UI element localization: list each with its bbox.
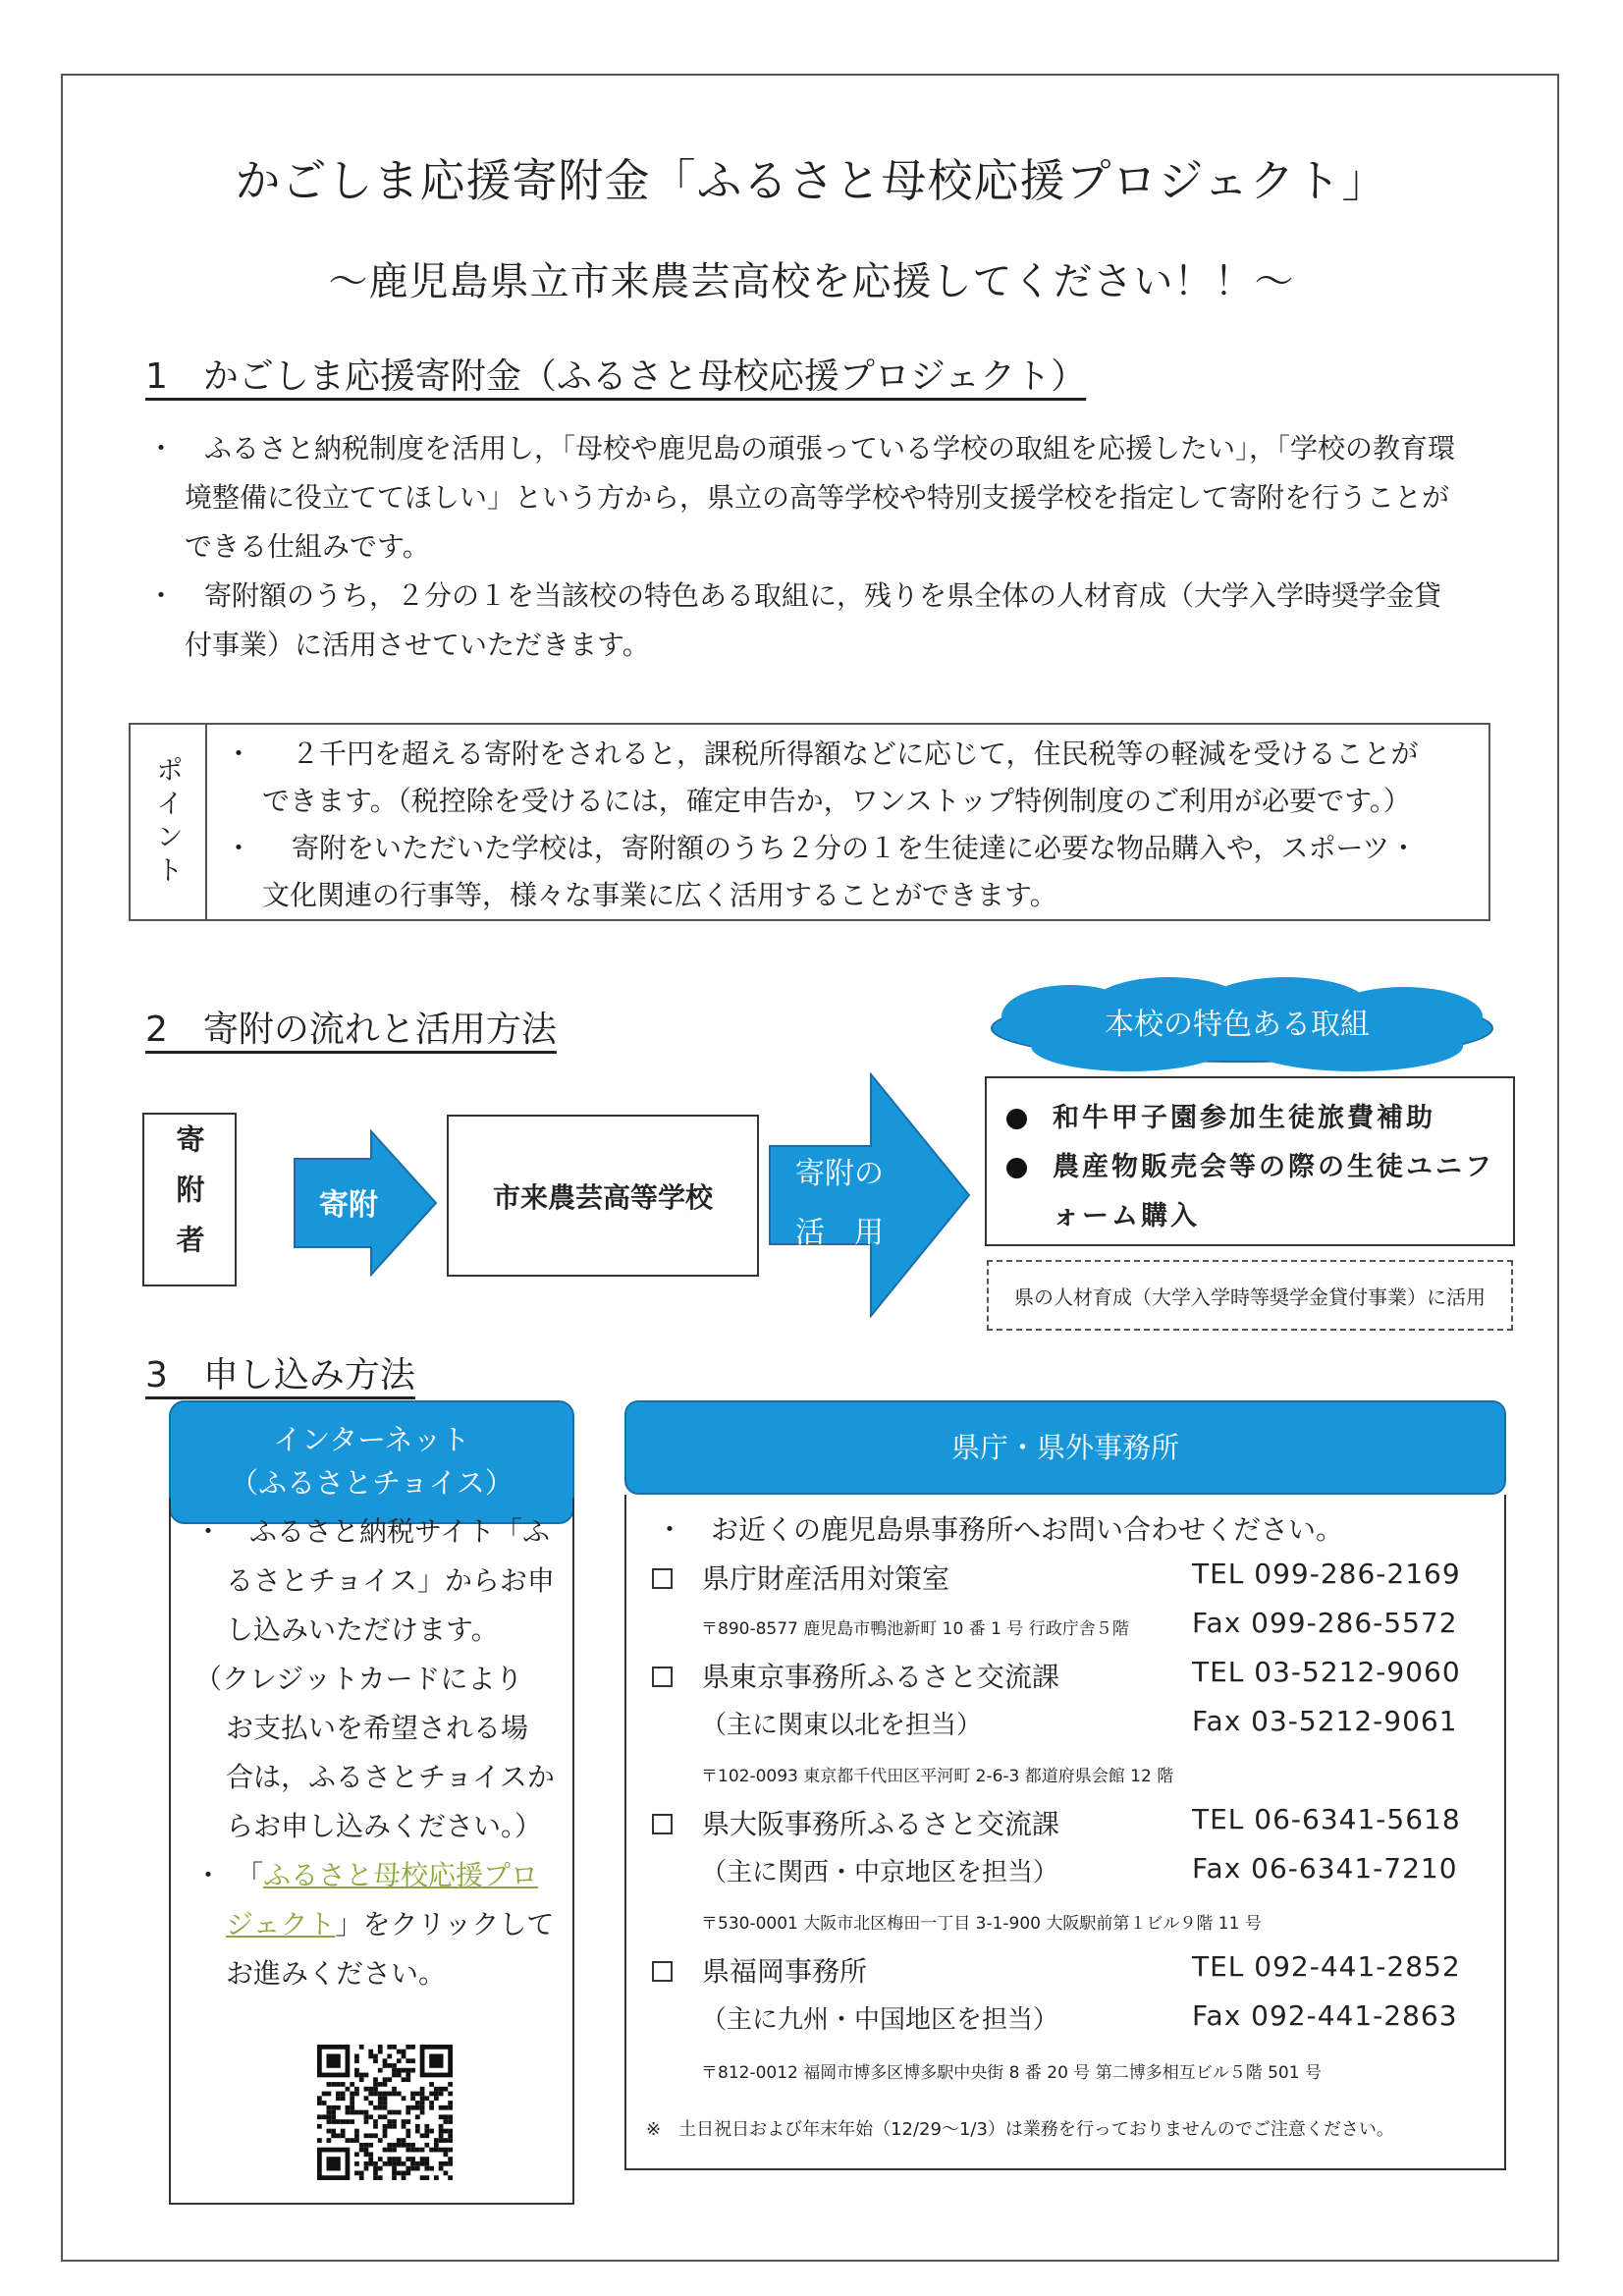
- point-box: [129, 723, 1490, 921]
- business-hours-notice: ※ 土日祝日および年末年始（12/29～1/3）は業務を行っておりませんのでご注意ください。: [646, 2119, 1394, 2140]
- internet-text: ・ ふるさと納税サイト「ふ るさとチョイス」からお申 し込みいただけます。 （クレジットカードにより お支払いを希望される場 合は，ふるさとチョイスか らお申し込みください。） ・ 「ふるさと母校応援プロ ジェクト」をクリックして お進みください。: [194, 1507, 568, 1998]
- point-body: [225, 731, 1472, 919]
- office-fax: Fax 03-5212-9061: [1192, 1705, 1458, 1737]
- arrow-use-label: 寄附の 活 用: [795, 1157, 884, 1250]
- arrow-donate-label: 寄附: [319, 1188, 378, 1223]
- office-note: （主に関東以北を担当）: [701, 1711, 983, 1740]
- office-fax: Fax 092-441-2863: [1192, 1999, 1458, 2032]
- office-tel: TEL 092-441-2852: [1192, 1950, 1461, 1983]
- office-tel: TEL 06-6341-5618: [1192, 1803, 1461, 1835]
- office-note: （主に九州・中国地区を担当）: [701, 2005, 1059, 2035]
- section2-heading: 2 寄附の流れと活用方法: [145, 1010, 557, 1050]
- internet-link-line: ・ 「ふるさと母校応援プロ: [194, 1859, 539, 1891]
- section3-heading: 3 申し込み方法: [145, 1355, 415, 1395]
- school-box: 市来農芸高等学校: [447, 1115, 759, 1277]
- point-bullet-2: ・ 寄附をいただいた学校は，寄附額のうち２分の１を生徒達に必要な物品購入や，スポーツ・ 文化関連の行事等，様々な事業に広く活用することができます。: [225, 832, 1418, 911]
- office-address: 〒812-0012 福岡市博多区博多駅中央街 8 番 20 号 第二博多相互ビル５階 501 号: [701, 2063, 1322, 2083]
- page-title: かごしま応援寄附金「ふるさと母校応援プロジェクト」: [235, 154, 1388, 207]
- section1-bullet-1: ・ ふるさと納税制度を活用し，「母校や鹿児島の頑張っている学校の取組を応援したい」，「学校の教育環 境整備に役立ててほしい」という方から，県立の高等学校や特別支援学校を指定して寄附を行うことが できる仕組みです。: [147, 432, 1456, 563]
- office-fax: Fax 099-286-5572: [1192, 1607, 1458, 1639]
- checkbox-icon: [652, 1667, 673, 1687]
- point-label: ポイント: [131, 725, 207, 919]
- bullet-dot-icon: [1006, 1158, 1027, 1178]
- office-name: 県福岡事務所: [652, 1950, 867, 1990]
- internet-tab: インターネット （ふるさとチョイス）: [169, 1400, 574, 1524]
- qr-code-icon[interactable]: [317, 2045, 453, 2180]
- office-panel: [624, 1495, 1506, 2170]
- prefecture-use-box: 県の人材育成（大学入学時等奨学金貸付事業）に活用: [987, 1260, 1513, 1331]
- checkbox-icon: [652, 1568, 673, 1589]
- internet-link-line-2: ジェクト」をクリックして: [226, 1908, 555, 1941]
- office-address: 〒530-0001 大阪市北区梅田一丁目 3-1-900 大阪駅前第１ビル９階 11 号: [701, 1914, 1262, 1934]
- office-address: 〒102-0093 東京都千代田区平河町 2-6-3 都道府県会館 12 階: [701, 1767, 1174, 1786]
- bullet-dot-icon: [1006, 1109, 1027, 1129]
- feature-item-2-cont: ォーム購入: [1053, 1201, 1200, 1231]
- feature-box: [985, 1076, 1515, 1246]
- office-name: 県庁財産活用対策室: [652, 1558, 949, 1597]
- section1-heading: 1 かごしま応援寄附金（ふるさと母校応援プロジェクト）: [145, 356, 1087, 397]
- section1-bullet-2: ・ 寄附額のうち，２分の１を当該校の特色ある取組に，残りを県全体の人材育成（大学入学時奨学金貸 付事業）に活用させていただきます。: [147, 579, 1442, 661]
- office-name: 県東京事務所ふるさと交流課: [652, 1656, 1059, 1695]
- checkbox-icon: [652, 1814, 673, 1834]
- office-tel: TEL 099-286-2169: [1192, 1558, 1461, 1590]
- donor-box: 寄附者: [142, 1113, 237, 1286]
- office-tel: TEL 03-5212-9060: [1192, 1656, 1461, 1688]
- office-fax: Fax 06-6341-7210: [1192, 1852, 1458, 1885]
- cloud-label: 本校の特色ある取組: [1105, 1008, 1370, 1042]
- point-bullet-1: ・ ２千円を超える寄附をされると，課税所得額などに応じて，住民税等の軽減を受けることが できます。（税控除を受けるには，確定申告か，ワンストップ特例制度のご利用が必要です。）: [225, 738, 1419, 817]
- office-address: 〒890-8577 鹿児島市鴨池新町 10 番 1 号 行政庁舎５階: [701, 1619, 1129, 1639]
- feature-item-1: 和牛甲子園参加生徒旅費補助: [1006, 1096, 1435, 1134]
- checkbox-icon: [652, 1961, 673, 1982]
- feature-item-2: 農産物販売会等の際の生徒ユニフ: [1006, 1145, 1494, 1183]
- project-link[interactable]: ふるさと母校応援プロ: [263, 1859, 539, 1891]
- office-note: （主に関西・中京地区を担当）: [701, 1858, 1059, 1887]
- section1-body: [147, 424, 1512, 670]
- project-link-cont[interactable]: ジェクト: [226, 1908, 336, 1941]
- office-name: 県大阪事務所ふるさと交流課: [652, 1803, 1059, 1842]
- office-intro: ・ お近くの鹿児島県事務所へお問い合わせください。: [656, 1513, 1344, 1546]
- page-subtitle: ～鹿児島県立市来農芸高校を応援してください！！～: [328, 259, 1295, 304]
- office-tab: 県庁・県外事務所: [624, 1400, 1506, 1495]
